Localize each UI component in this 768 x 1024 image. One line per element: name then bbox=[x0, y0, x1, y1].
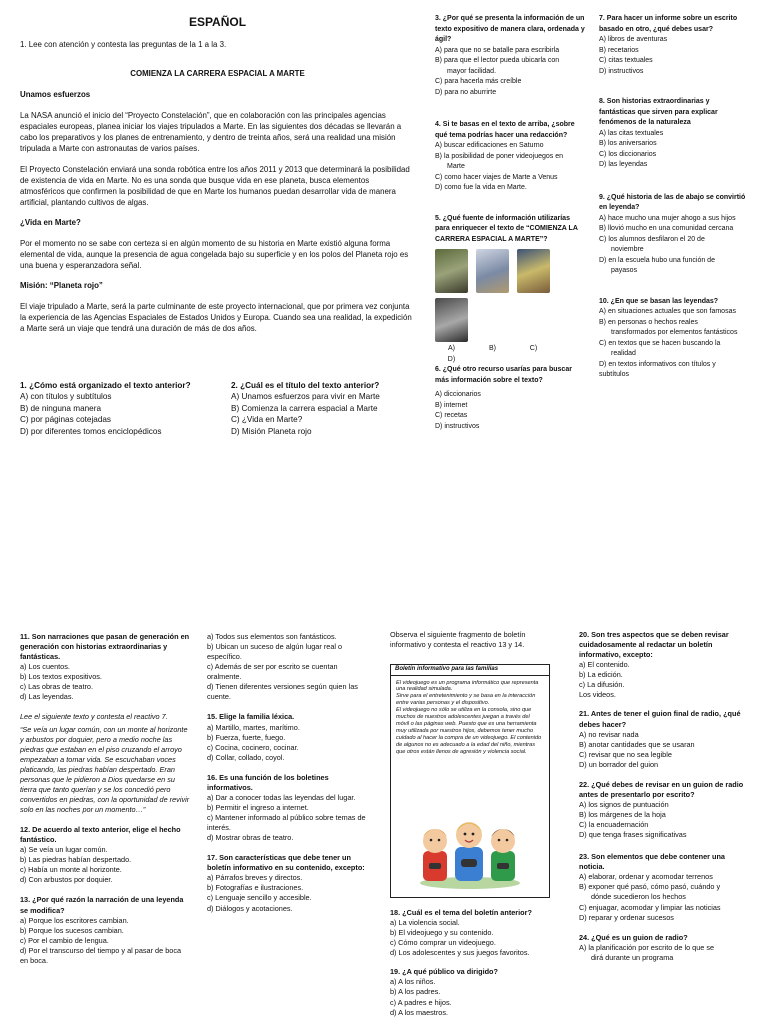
option[interactable]: b) A los padres. bbox=[390, 987, 441, 997]
option[interactable]: a) Porque los escritores cambian. bbox=[20, 915, 129, 925]
option[interactable]: c) Por el cambio de lengua. bbox=[20, 935, 109, 945]
option[interactable]: b) Los textos expositivos. bbox=[20, 672, 102, 682]
option-cont: mayor facilidad. bbox=[447, 67, 497, 75]
option[interactable]: B) internet bbox=[435, 401, 468, 409]
option-cont: payasos bbox=[611, 267, 638, 274]
option[interactable]: a) Todos sus elementos son fantásticos. bbox=[207, 632, 337, 641]
option[interactable]: d) Los adolescentes y sus juegos favoritos. bbox=[390, 948, 530, 958]
option[interactable]: b) Fuerza, fuerte, fuego. bbox=[207, 732, 286, 742]
option[interactable]: A) para que no se batalle para escribirla bbox=[435, 46, 560, 54]
option-label: D) bbox=[447, 355, 456, 363]
option[interactable]: D) reparar y ordenar sucesos bbox=[579, 912, 674, 922]
bulletin-box bbox=[390, 664, 550, 898]
option[interactable]: a) Dar a conocer todas las leyendas del lugar. bbox=[207, 792, 356, 802]
question-text: 5. ¿Qué fuente de información utilizarías para enriquecer el texto de “COMIENZA LA CARRERA ESPACIAL A MARTE”? bbox=[435, 214, 578, 243]
instruction: 1. Lee con atención y contesta las preguntas de la 1 a la 3. bbox=[20, 40, 227, 50]
questions-14-17 bbox=[207, 632, 367, 914]
question-text: 8. Son historias extraordinarias y fantásticas que sirven para explicar fenómenos de la naturaleza bbox=[599, 98, 718, 126]
option[interactable]: B) llovió mucho en una comunidad cercana bbox=[599, 225, 734, 232]
option[interactable]: a) Los cuentos. bbox=[20, 662, 70, 672]
option[interactable]: A) no revisar nada bbox=[579, 729, 639, 739]
option-cont: transformados por elementos fantásticos bbox=[611, 329, 738, 336]
paragraph: El Proyecto Constelación enviará una sonda robótica entre los años 2011 y 2013 que determinará la posibilidad de existencia de vida en Marte. No es una sonda que busque vida en ese planeta, busca elementos atmosféricos que confirmen la posibilidad de que en Marte los humanos puedan desarrollar vida de manera artificial, plantando cultivos de algas. bbox=[20, 164, 410, 208]
option[interactable]: A) libros de aventuras bbox=[599, 36, 668, 43]
question-text: 17. Son características que debe tener un boletín informativo en su contenido, excepto: bbox=[207, 853, 365, 873]
question-text: 16. Es una función de los boletines informativos. bbox=[207, 772, 329, 792]
option-cont: dirá durante un programa bbox=[591, 952, 674, 962]
option[interactable]: C) los alumnos desfilaron el 20 de bbox=[599, 235, 705, 243]
option[interactable]: C) los diccionarios bbox=[599, 150, 657, 158]
option[interactable]: a) Martillo, martes, marítimo. bbox=[207, 722, 300, 732]
bulletin-paragraph: El videojuego es un programa informático que representa una realidad simulada. bbox=[396, 679, 539, 693]
option[interactable]: A) las citas textuales bbox=[599, 129, 664, 137]
question-text: 20. Son tres aspectos que se deben revisar cuidadosamente al redactar un boletín informativo, excepto: bbox=[579, 630, 729, 660]
option[interactable]: B) de ninguna manera bbox=[20, 403, 102, 413]
option[interactable]: D) instructivos bbox=[435, 422, 480, 430]
option[interactable]: A) los signos de puntuación bbox=[579, 799, 669, 809]
option[interactable]: d) Diálogos y acotaciones. bbox=[207, 903, 293, 913]
option-cont: noviembre bbox=[611, 246, 644, 253]
option[interactable]: d) Por el transcurso del tiempo y al pasar de boca en boca. bbox=[20, 945, 182, 965]
option[interactable]: C) enjuagar, acomodar y limpiar las noticias bbox=[579, 902, 721, 912]
question-text: 21. Antes de tener el guion final de radio, ¿qué debes hacer? bbox=[579, 709, 741, 729]
option[interactable]: A) diccionarios bbox=[435, 391, 481, 398]
option[interactable]: A) Unamos esfuerzos para vivir en Marte bbox=[231, 392, 380, 402]
option[interactable]: b) La edición. bbox=[579, 670, 623, 680]
option-label: B) bbox=[489, 345, 496, 352]
paragraph: La NASA anunció el inicio del “Proyecto Constelación”, que en colaboración con las principales agencias espaciales europeas, planea iniciar los viajes tripulados a Marte. En las siguientes dos décadas se llevarán a cabo los preparativos y los planes de entrenamiento, y dentro de treinta años, será una realidad una misión tripulada a Marte con astronautas de varios países. bbox=[20, 110, 402, 154]
questions-7-10 bbox=[599, 14, 747, 381]
option[interactable]: D) que tenga frases significativas bbox=[579, 830, 687, 840]
option[interactable]: C) la encuadernación bbox=[579, 820, 649, 830]
option[interactable]: c) Cómo comprar un videojuego. bbox=[390, 938, 496, 948]
option[interactable]: C) revisar que no sea legible bbox=[579, 749, 672, 759]
option-label: A) bbox=[448, 345, 455, 352]
option[interactable]: B) en personas o hechos reales bbox=[599, 318, 698, 326]
questions-20-24 bbox=[579, 630, 749, 963]
paragraph: El viaje tripulado a Marte, será la parte culminante de este proyecto internacional, que por primera vez conjunta la experiencia de las Agencias Espaciales de Estados Unidos y Europa. Cuando sea una realidad, la expedición a Marte será un viaje que tendrá una duración de más de dos años. bbox=[20, 301, 412, 333]
question-1 bbox=[20, 380, 210, 437]
option[interactable]: d) Las leyendas. bbox=[20, 692, 74, 702]
option[interactable]: B) los aniversarios bbox=[599, 140, 657, 147]
bulletin-body bbox=[391, 676, 549, 761]
option[interactable]: B) la posibilidad de poner videojuegos en bbox=[435, 152, 564, 160]
option[interactable]: D) un borrador del guion bbox=[579, 759, 659, 769]
option[interactable]: B) para que el lector pueda ubicarla con bbox=[435, 57, 560, 64]
option[interactable]: d) Collar, collado, coyol. bbox=[207, 752, 285, 762]
option[interactable]: d) A los maestros. bbox=[390, 1007, 448, 1017]
question-text: 18. ¿Cuál es el tema del boletín anterior? bbox=[390, 908, 532, 917]
question-text: 22. ¿Qué debes de revisar en un guion de radio antes de presentarlo por escrito? bbox=[579, 779, 744, 799]
question-text: 7. Para hacer un informe sobre un escrito basado en otro, ¿qué debes usar? bbox=[599, 15, 738, 33]
manual-image[interactable] bbox=[435, 298, 468, 342]
question-text: 12. De acuerdo al texto anterior, elige el hecho fantástico. bbox=[20, 825, 181, 845]
paragraph: Por el momento no se sabe con certeza si en algún momento de su historia en Marte existió alguna forma elemental de vida, aunque la presencia de agua congelada bajo su superficie y en los polos del Planeta rojo es una buena y esperanzadora señal. bbox=[20, 238, 409, 271]
option[interactable]: A) con títulos y subtítulos bbox=[20, 392, 112, 402]
option[interactable]: c) La difusión. bbox=[579, 680, 625, 690]
question-text: 6. ¿Qué otro recurso usarías para buscar más información sobre el texto? bbox=[435, 366, 572, 384]
option[interactable]: C) citas textuales bbox=[599, 57, 653, 64]
legend-text: “Se veía un lugar común, con un monte al horizonte y arbustos por doquier, pero a medio noche las piedras que estaban en el piso cruzando el arroyo empezaban a tomar vida. Se escuchaban voces platicando, las piedras habían despertado. Eran personas que le pidieron a Dios quedarse en su tierra que tanto querían y se los concedió pero convertidos en piedras, con la oportunidad de revivir solo en las noches por un momento…” bbox=[20, 724, 190, 814]
option[interactable]: c) Las obras de teatro. bbox=[20, 682, 94, 692]
question-text: 19. ¿A qué público va dirigido? bbox=[390, 967, 498, 977]
encyclopedia-image[interactable] bbox=[476, 249, 509, 293]
option[interactable]: b) El videojuego y su contenido. bbox=[390, 928, 494, 938]
option[interactable]: B) los márgenes de la hoja bbox=[579, 810, 666, 819]
option[interactable]: C) para hacerla más creíble bbox=[435, 78, 522, 85]
instruction: Lee el siguiente texto y contesta el reactivo 7. bbox=[20, 712, 168, 722]
bulletin-paragraph: El videojuego no sólo se utiliza en la consola, sino que muchos de nuestros adolescentes juegan a través del móvil o las páginas web. Puesto que es una herramienta muy utilizada por nuestros hijos, debemos tener mucho cuidado al hacer la compra de un videojuego. El contenido de algunos no es adecuado a la edad del niño, mientras que otros están llenos de agresión y violencia social. bbox=[396, 707, 542, 756]
option[interactable]: a) El contenido. bbox=[579, 660, 630, 670]
option[interactable]: B) Comienza la carrera espacial a Marte bbox=[231, 403, 378, 413]
option[interactable]: a) La violencia social. bbox=[390, 918, 460, 928]
option[interactable]: c) Además de ser por escrito se cuentan oralmente. bbox=[207, 662, 338, 682]
instruction: Observa el siguiente fragmento de boletín informativo y contesta el reactivo 13 y 14. bbox=[390, 630, 526, 650]
bulletin-intro bbox=[390, 630, 560, 650]
question-text: 2. ¿Cuál es el título del texto anterior? bbox=[231, 381, 380, 390]
option[interactable]: A) elaborar, ordenar y acomodar terrenos bbox=[579, 872, 713, 882]
option[interactable]: Los videos. bbox=[579, 690, 616, 700]
question-text: 10. ¿En que se basan las leyendas? bbox=[599, 297, 719, 305]
option[interactable]: D) para no aburrirte bbox=[435, 88, 497, 96]
dictionary-image[interactable] bbox=[435, 249, 468, 293]
question-text: 3. ¿Por qué se presenta la información de un texto expositivo de manera clara, ordenada y ágil? bbox=[435, 15, 585, 43]
option[interactable]: B) exponer qué pasó, cómo pasó, cuándo y bbox=[579, 882, 721, 892]
option[interactable]: c) A padres e hijos. bbox=[390, 997, 452, 1007]
option-label: C) bbox=[529, 345, 538, 352]
option[interactable]: b) Fotografías e ilustraciones. bbox=[207, 883, 304, 893]
option-cont: realidad bbox=[611, 350, 636, 357]
option[interactable]: d) Con arbustos por doquier. bbox=[20, 875, 113, 885]
source-images bbox=[435, 249, 585, 346]
option[interactable]: D) por diferentes tomos enciclopédicos bbox=[20, 426, 162, 436]
option[interactable]: B) anotar cantidades que se usaran bbox=[579, 739, 695, 749]
option[interactable]: b) Ubican un suceso de algún lugar real o específico. bbox=[207, 642, 343, 662]
bulletin-title: Boletín informativo para las familias bbox=[391, 665, 549, 676]
option-cont: Marte bbox=[447, 163, 465, 170]
option[interactable]: b) Las piedras habían despertado. bbox=[20, 855, 132, 865]
option[interactable]: d) Tienen diferentes versiones según quien las cuente. bbox=[207, 682, 358, 702]
option[interactable]: D) como fue la vida en Marte. bbox=[435, 184, 527, 191]
kids-gaming-illustration bbox=[415, 807, 525, 891]
option[interactable]: D) en textos informativos con títulos y subtítulos bbox=[599, 360, 716, 378]
option[interactable]: D) Misión Planeta rojo bbox=[231, 426, 312, 436]
option[interactable]: C) como hacer viajes de Marte a Venus bbox=[435, 173, 558, 181]
option[interactable]: c) Cocina, cocinero, cocinar. bbox=[207, 742, 299, 752]
option[interactable]: b) Porque los sucesos cambian. bbox=[20, 925, 124, 935]
option[interactable]: a) Se veía un lugar común. bbox=[20, 845, 108, 855]
option[interactable]: D) en la escuela hubo una función de bbox=[599, 256, 715, 264]
option[interactable]: b) Permitir el ingreso a internet. bbox=[207, 802, 309, 812]
option[interactable]: c) Mantener informado al público sobre temas de interés. bbox=[207, 813, 366, 833]
question-text: 1. ¿Cómo está organizado el texto anterior? bbox=[20, 381, 191, 390]
article-title: COMIENZA LA CARRERA ESPACIAL A MARTE bbox=[130, 69, 305, 79]
page-title: ESPAÑOL bbox=[188, 15, 247, 29]
option[interactable]: c) Había un monte al horizonte. bbox=[20, 865, 122, 875]
option[interactable]: C) en textos que se hacen buscando la bbox=[599, 339, 721, 347]
heading-mision: Misión: “Planeta rojo” bbox=[20, 281, 103, 291]
option[interactable]: D) las leyendas bbox=[599, 161, 648, 168]
article-column bbox=[20, 14, 415, 343]
option[interactable]: d) Mostrar obras de teatro. bbox=[207, 833, 294, 843]
option[interactable]: a) Párrafos breves y directos. bbox=[207, 873, 303, 883]
option[interactable]: a) A los niños. bbox=[390, 977, 436, 987]
question-text: 9. ¿Qué historia de las de abajo se convirtió en leyenda? bbox=[599, 193, 746, 211]
option[interactable]: C) recetas bbox=[435, 412, 468, 419]
option[interactable]: C) por páginas cotejadas bbox=[20, 415, 112, 425]
option[interactable]: A) buscar edificaciones en Saturno bbox=[435, 142, 544, 149]
heading-unamos: Unamos esfuerzos bbox=[20, 90, 91, 100]
questions-18-19 bbox=[390, 908, 570, 1018]
book-image[interactable] bbox=[517, 249, 550, 293]
source-labels bbox=[435, 344, 585, 365]
question-2 bbox=[231, 380, 416, 437]
option[interactable]: c) Lenguaje sencillo y accesible. bbox=[207, 893, 312, 903]
option[interactable]: A) la planificación por escrito de lo que se bbox=[579, 942, 715, 952]
question-text: 23. Son elementos que debe contener una noticia. bbox=[579, 852, 725, 872]
option[interactable]: C) ¿Vida en Marte? bbox=[231, 415, 303, 425]
option-cont: dónde sucedieron los hechos bbox=[591, 892, 686, 902]
question-text: 24. ¿Qué es un guion de radio? bbox=[579, 932, 688, 942]
question-text: 15. Elige la familia léxica. bbox=[207, 712, 295, 722]
question-text: 13. ¿Por qué razón la narración de una leyenda se modifica? bbox=[20, 895, 184, 915]
questions-3-6 bbox=[435, 14, 585, 432]
option[interactable]: A) en situaciones actuales que son famosas bbox=[599, 308, 736, 315]
heading-vida: ¿Vida en Marte? bbox=[20, 218, 81, 228]
option[interactable]: A) hace mucho una mujer ahogo a sus hijos bbox=[599, 214, 736, 222]
bulletin-paragraph: Sirve para el entretenimiento y se basa en la interacción entre varias personas y el dispositivo. bbox=[396, 693, 536, 707]
option[interactable]: B) recetarios bbox=[599, 46, 639, 54]
question-text: 11. Son narraciones que pasan de generación en generación con historias extraordinarias y fantásticas. bbox=[20, 632, 190, 662]
option[interactable]: D) instructivos bbox=[599, 67, 644, 75]
questions-11-13 bbox=[20, 632, 190, 966]
question-text: 4. Si te basas en el texto de arriba, ¿sobre qué tema podrías hacer una redacción? bbox=[435, 121, 575, 139]
